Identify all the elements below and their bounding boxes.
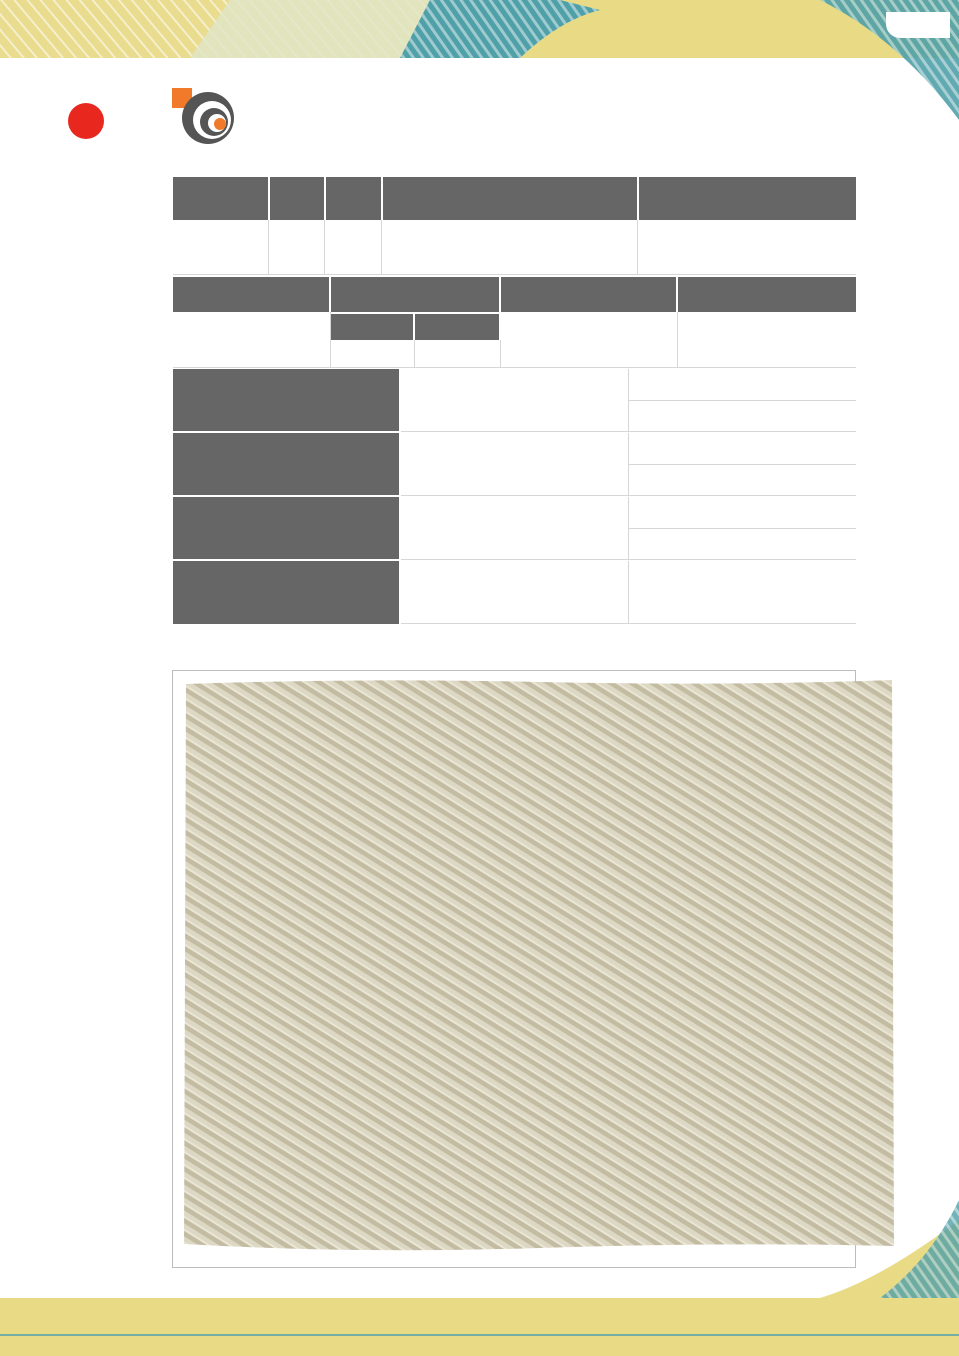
fabric-swatch-image bbox=[180, 676, 896, 1251]
origin-value bbox=[501, 312, 678, 368]
result-row bbox=[628, 433, 856, 465]
header-moq bbox=[326, 177, 381, 220]
test-name-tear bbox=[173, 497, 399, 559]
remark-value bbox=[678, 312, 856, 368]
header-width bbox=[270, 177, 324, 220]
item-name-value bbox=[173, 220, 269, 275]
ruler-top bbox=[168, 634, 610, 670]
header-treatment bbox=[639, 177, 856, 220]
header-composition bbox=[383, 177, 637, 220]
page-number bbox=[886, 12, 950, 38]
composition-value bbox=[382, 220, 638, 275]
test-name-tensile bbox=[173, 369, 399, 431]
spl-value bbox=[331, 340, 415, 368]
header-weight bbox=[173, 277, 329, 312]
moq-value bbox=[325, 220, 382, 275]
test-standard-burst bbox=[401, 561, 628, 624]
treatment-value bbox=[638, 220, 856, 275]
ruler-left bbox=[130, 668, 174, 1104]
result-row bbox=[628, 561, 856, 624]
result-row bbox=[628, 497, 856, 529]
weight-value bbox=[173, 312, 331, 368]
red-dot-decoration bbox=[68, 103, 104, 139]
test-standard-tear bbox=[401, 497, 628, 560]
header-origin bbox=[501, 277, 676, 312]
result-row bbox=[628, 529, 856, 560]
result-row bbox=[628, 401, 856, 432]
header-decoration bbox=[0, 0, 959, 140]
header-prdn bbox=[415, 314, 499, 340]
test-standard-elongation bbox=[401, 433, 628, 496]
result-row bbox=[628, 465, 856, 496]
width-value bbox=[269, 220, 325, 275]
test-name-burst bbox=[173, 561, 399, 624]
test-name-elongation bbox=[173, 433, 399, 495]
header-remark bbox=[678, 277, 856, 312]
header-spl bbox=[331, 314, 413, 340]
company-logo-icon bbox=[172, 88, 236, 146]
prdn-value bbox=[415, 340, 501, 368]
header-item-name bbox=[173, 177, 268, 220]
footer-decoration bbox=[0, 1200, 959, 1356]
result-row bbox=[628, 369, 856, 401]
header-lead-time bbox=[331, 277, 499, 312]
test-standard-tensile bbox=[401, 369, 628, 432]
